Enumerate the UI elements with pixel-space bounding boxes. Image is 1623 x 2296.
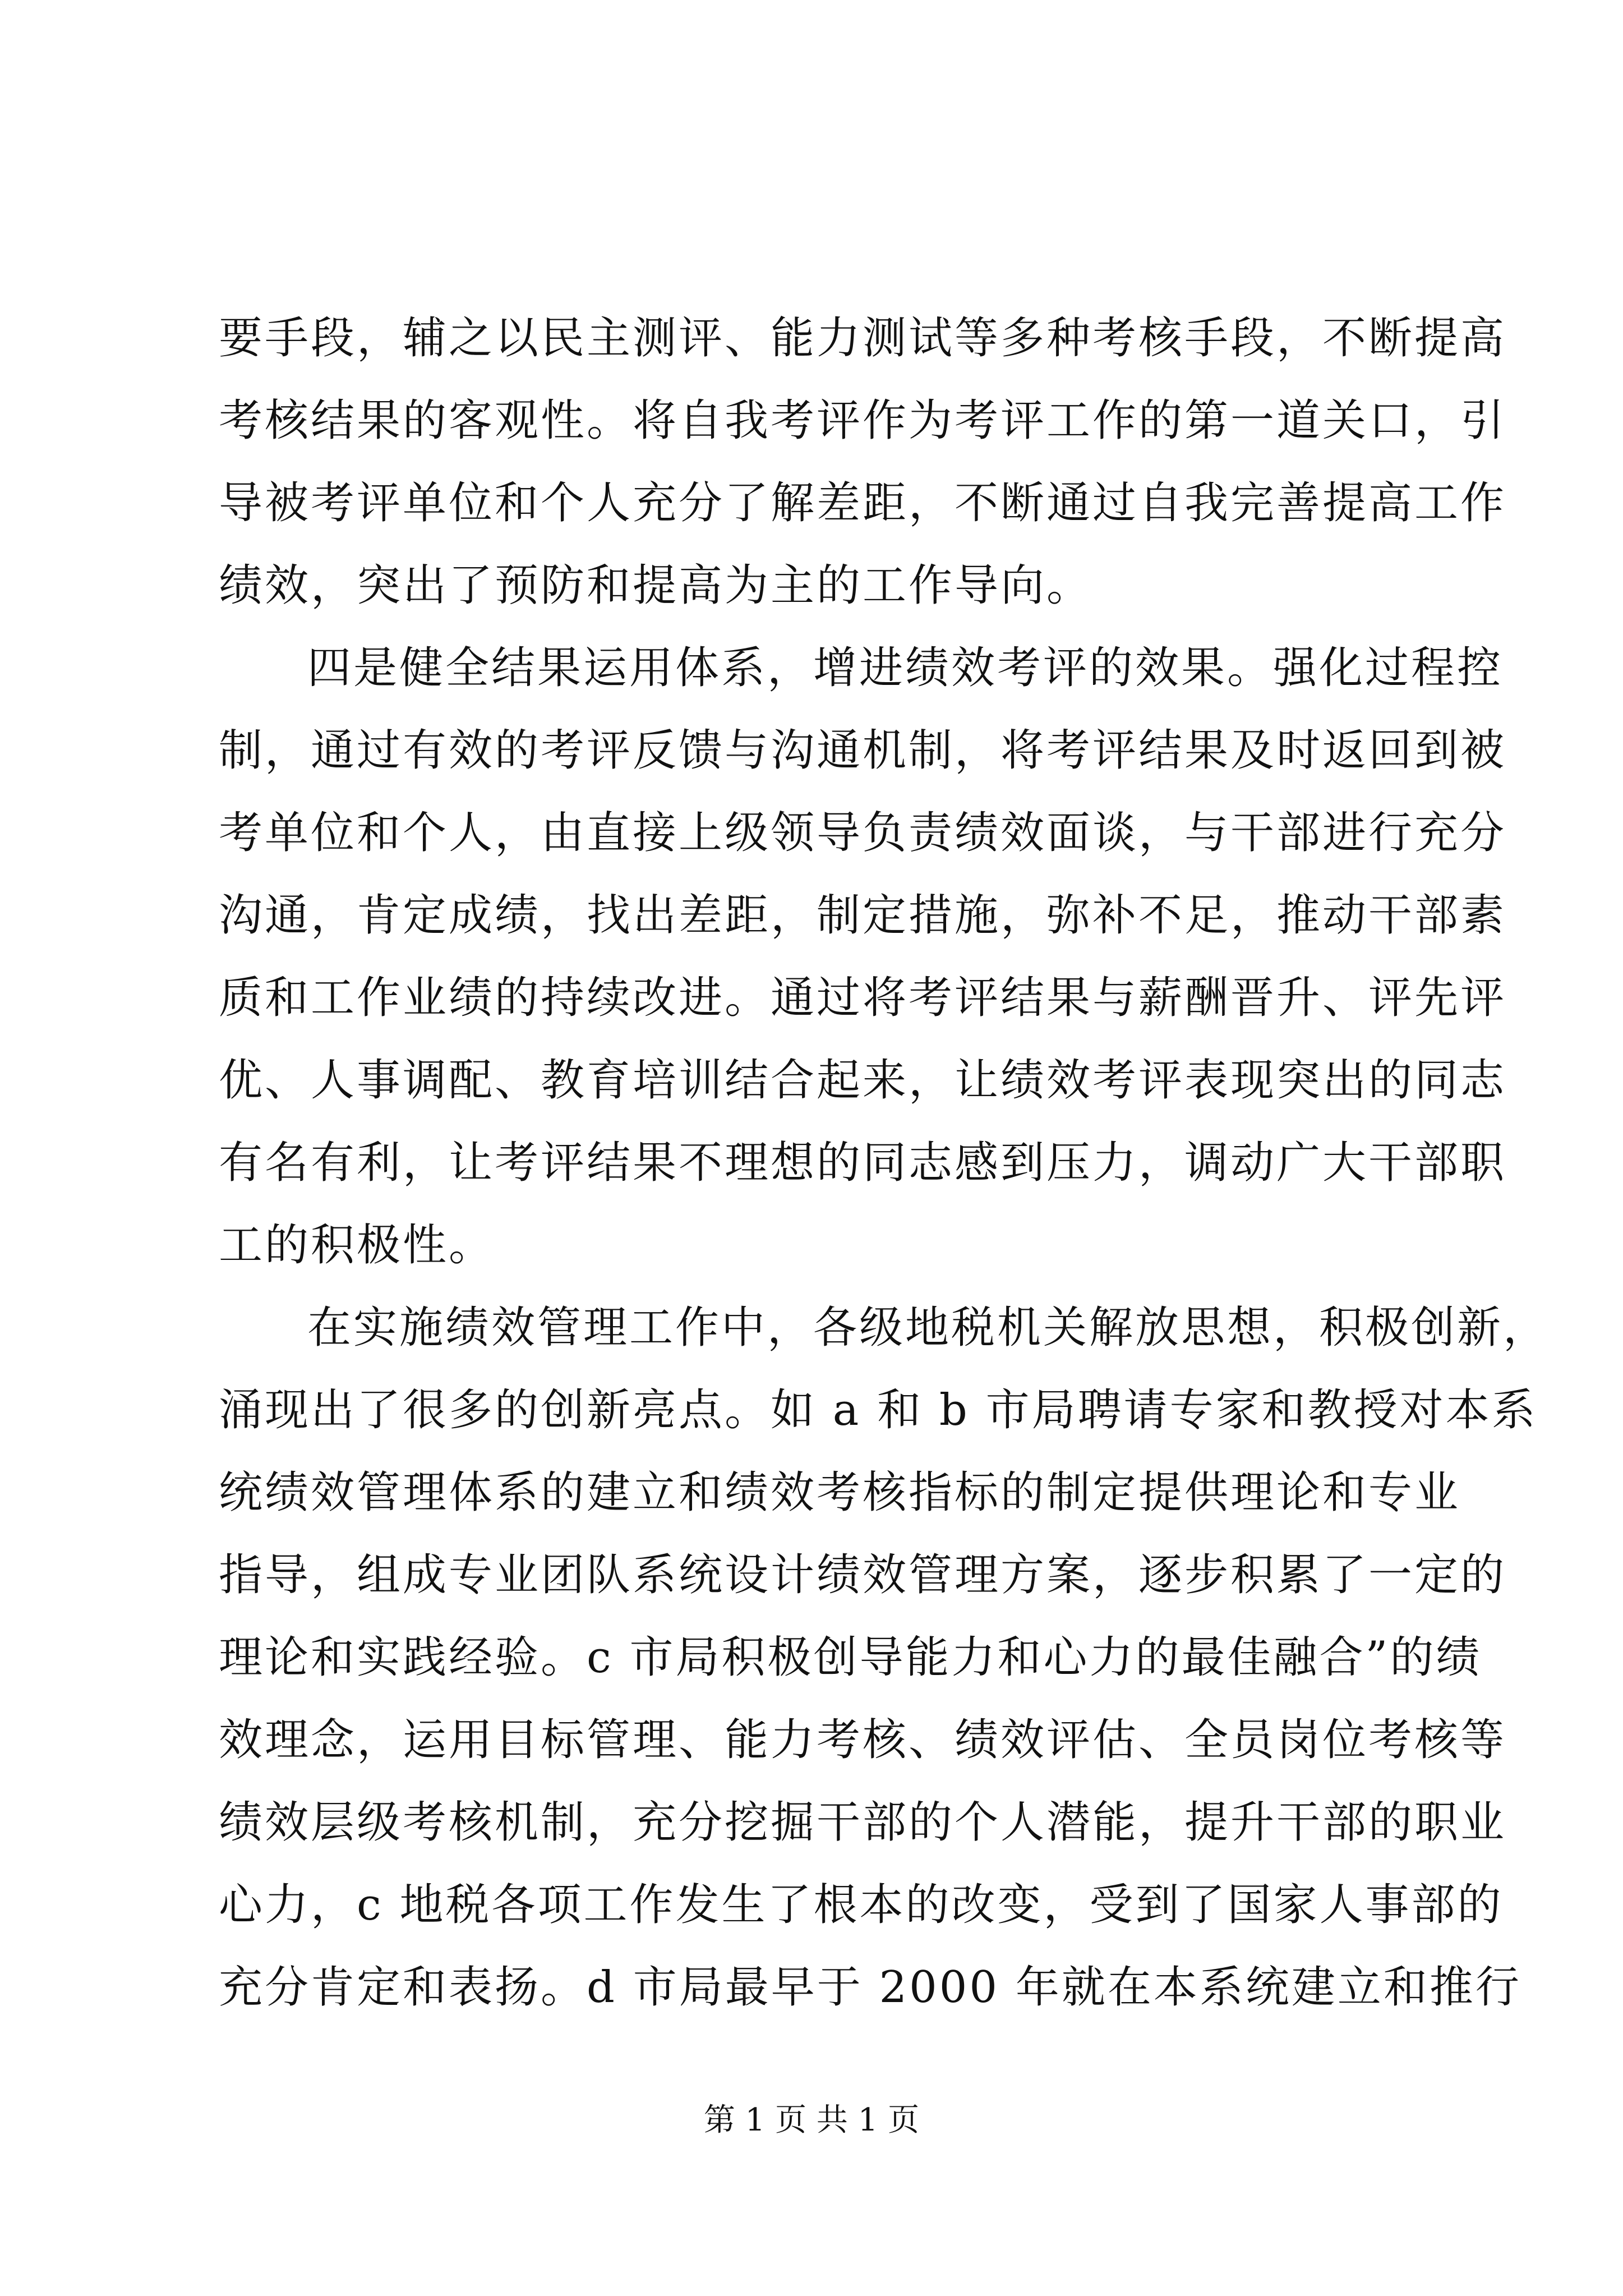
text-line-15: 统绩效管理体系的建立和绩效考核指标的制定提供理论和专业 bbox=[219, 1467, 1461, 1518]
document-body bbox=[219, 297, 1550, 2029]
text-line-11: 有名有利，让考评结果不理想的同志感到压力，调动广大干部职 bbox=[219, 1138, 1507, 1188]
text-line-13: 在实施绩效管理工作中，各级地税机关解放思想，积极创新， bbox=[307, 1303, 1550, 1353]
text-line-3: 导被考评单位和个人充分了解差距，不断通过自我完善提高工作 bbox=[219, 478, 1507, 528]
text-line-12: 工的积极性。 bbox=[219, 1220, 495, 1271]
text-line-8: 沟通，肯定成绩，找出差距，制定措施，弥补不足，推动干部素 bbox=[219, 890, 1507, 941]
text-line-10: 优、人事调配、教育培训结合起来，让绩效考评表现突出的同志 bbox=[219, 1055, 1507, 1106]
text-line-19: 绩效层级考核机制，充分挖掘干部的个人潜能，提升干部的职业 bbox=[219, 1797, 1507, 1848]
text-line-21: 充分肯定和表扬。d 市局最早于 2000 年就在本系统建立和推行 bbox=[219, 1962, 1521, 2013]
text-line-1: 要手段，辅之以民主测评、能力测试等多种考核手段，不断提高 bbox=[219, 313, 1507, 364]
text-line-6: 制，通过有效的考评反馈与沟通机制，将考评结果及时返回到被 bbox=[219, 725, 1507, 776]
text-line-2: 考核结果的客观性。将自我考评作为考评工作的第一道关口，引 bbox=[219, 395, 1507, 446]
text-line-4: 绩效，突出了预防和提高为主的工作导向。 bbox=[219, 560, 1093, 611]
text-line-7: 考单位和个人，由直接上级领导负责绩效面谈，与干部进行充分 bbox=[219, 808, 1507, 858]
text-line-16: 指导，组成专业团队系统设计绩效管理方案，逐步积累了一定的 bbox=[219, 1550, 1507, 1600]
text-line-5: 四是健全结果运用体系，增进绩效考评的效果。强化过程控 bbox=[307, 643, 1504, 693]
text-line-17: 理论和实践经验。c 市局积极创导能力和心力的最佳融合”的绩 bbox=[219, 1632, 1482, 1683]
page-number-footer: 第 1 页 共 1 页 bbox=[703, 2102, 920, 2138]
text-line-9: 质和工作业绩的持续改进。通过将考评结果与薪酬晋升、评先评 bbox=[219, 973, 1507, 1023]
text-line-18: 效理念，运用目标管理、能力考核、绩效评估、全员岗位考核等 bbox=[219, 1715, 1507, 1765]
text-line-20: 心力，c 地税各项工作发生了根本的改变，受到了国家人事部的 bbox=[219, 1880, 1504, 1930]
text-line-14: 涌现出了很多的创新亮点。如 a 和 b 市局聘请专家和教授对本系 bbox=[219, 1385, 1538, 1435]
